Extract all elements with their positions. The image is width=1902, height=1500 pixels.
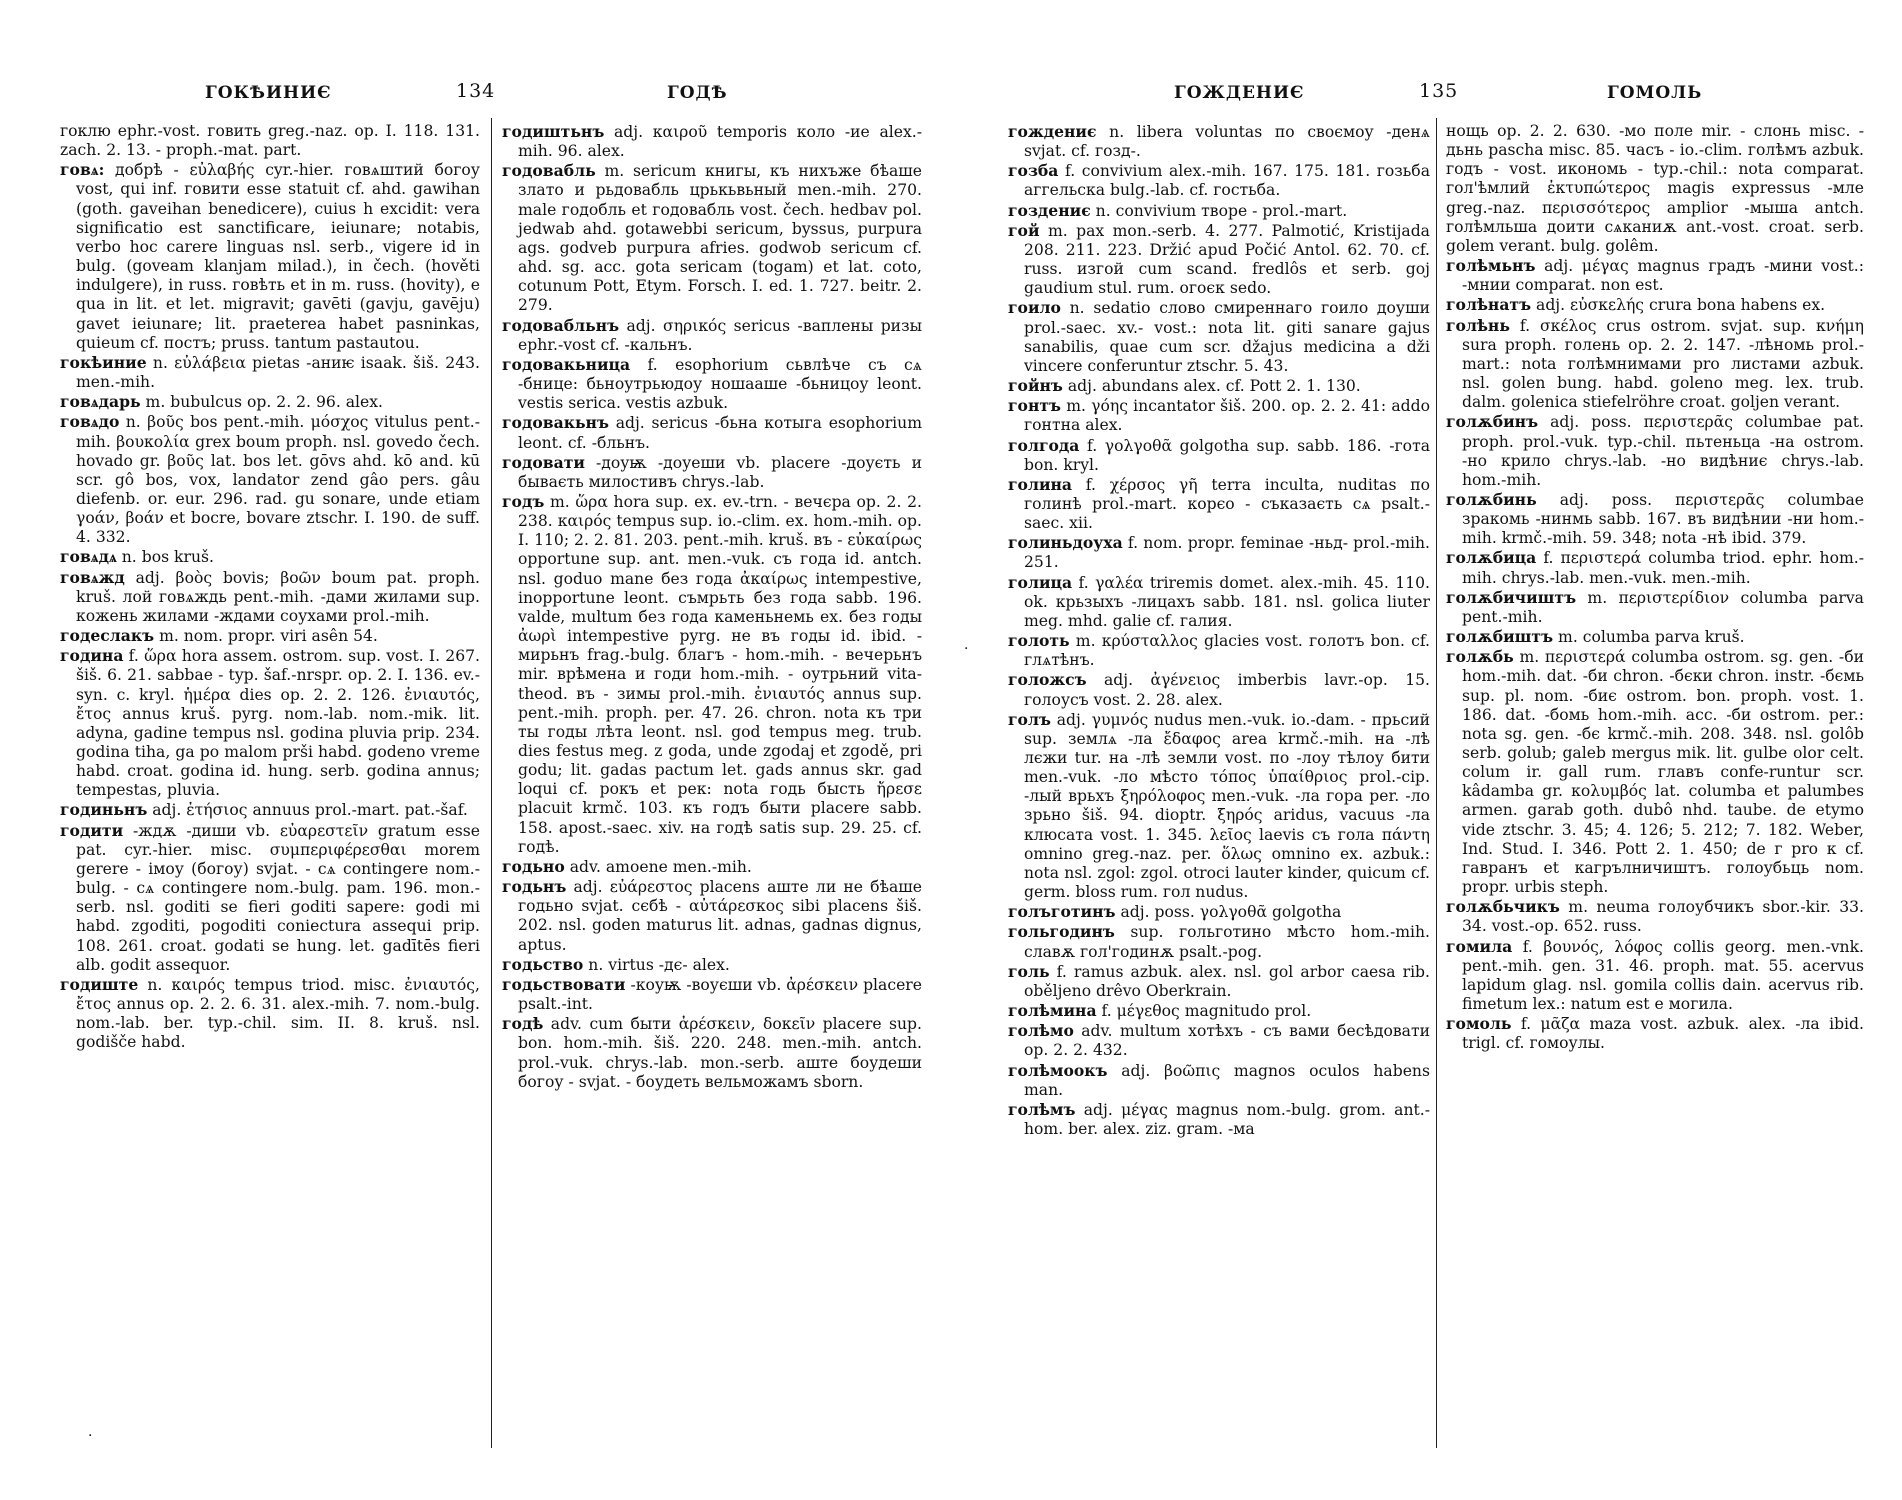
entry-lemma: говѧжд xyxy=(60,567,125,587)
entry-text: m. neuma голоубчикъ sbor.-kir. 33. 34. vost.-op. 652. russ. xyxy=(1462,898,1864,936)
entry-lemma: голѣнь xyxy=(1446,315,1510,335)
entry-lemma: годовати xyxy=(502,452,585,472)
dictionary-entry xyxy=(1008,1001,1430,1021)
dictionary-entry xyxy=(1008,376,1430,396)
entry-lemma: голѣнатъ xyxy=(1446,295,1532,315)
dictionary-entry xyxy=(502,492,922,857)
dictionary-entry xyxy=(60,412,480,547)
running-head-right: ГОМОЛЬ xyxy=(1607,83,1703,103)
entry-text: adj. μέγας magnus градъ -мини vost.: -мнии comparat. non est. xyxy=(1462,257,1864,295)
entry-lemma: голѣмъ xyxy=(1008,1099,1076,1119)
entry-text: f. ramus azbuk. alex. nsl. gol arbor caesa rib. oběljeno drêvo Oberkrain. xyxy=(1024,962,1430,1000)
dictionary-entry xyxy=(502,453,922,492)
dictionary-entry xyxy=(1008,533,1430,572)
entry-text: m. ὥρα hora sup. ex. ev.-trn. - вечєра op. 2. 2. 238. καιρός tempus sup. io.-clim. ex. hom.-mih. op. I. 110; 2. 2. 81. 203. pent.-mih. kruš. въ - εὐκαίρως opportune sup. ant. men.-vuk. съ года id. antch. nsl. goduo mane без года ἀκαίρως intempestive, inopportune leont. съмрьть без года sabb. 196. valde, multum без года каменьнемь ex. без годы ἀωρὶ intempestive pyrg. не въ годы id. ibid. - мирьнъ frag.-bulg. благъ - hom.-mih. - вечерьнъ mir. врѣмена и годи hom.-mih. - оутрьний vita-theod. въ - зимы prol.-mih. ἐνιαυτός annus sup. pent.-mih. proph. per. 47. 26. chron. nota къ три ты годы лѣта leont. nsl. god tempus meg. trub. dies festus meg. z goda, unde zgodaj et zgodě, pri godu; lit. gadas pactum let. gads annus skr. gad loqui cf. рокъ et рек: nota годь бысть ἤρεσε placuit krmč. 103. къ годъ быти placere sabb. 158. apost.-saec. xiv. на годѣ satis sup. 29. 25. cf. годѣ. xyxy=(518,492,922,856)
entry-lemma: годовакьнъ xyxy=(502,413,609,433)
entry-lemma: гоило xyxy=(1008,298,1061,318)
entry-text: adj. βοῶπις magnos oculos habens man. xyxy=(1024,1061,1430,1099)
entry-lemma: голѫбичиштъ xyxy=(1446,587,1577,607)
entry-lemma: годовакьница xyxy=(502,354,631,374)
entry-lemma: голѣмьнъ xyxy=(1446,256,1536,276)
dictionary-entry xyxy=(1446,295,1864,315)
entry-text: f. γολγοθᾶ golgotha sup. sabb. 186. -гота bon. kryl. xyxy=(1024,436,1430,474)
entry-lemma: голѫбиштъ xyxy=(1446,627,1554,647)
entry-lemma: гойнъ xyxy=(1008,376,1063,396)
bottom-dot: · xyxy=(88,1428,93,1444)
entry-text: adj. σηρικός sericus -ваплены ризы ephr.-vost cf. -кальнъ. xyxy=(518,316,922,354)
entry-text: f. βουνός, λόφος collis georg. men.-vnk. pent.-mih. gen. 31. 46. proph. mat. 55. acervus lapidum glag. nsl. gomila collis dain. acervus rib. fimetum lex.: natum est e могила. xyxy=(1462,937,1864,1014)
dictionary-entry xyxy=(1008,1100,1430,1139)
entry-text: n. virtus -дє- alex. xyxy=(588,955,730,974)
entry-lemma: голица xyxy=(1008,572,1073,592)
dictionary-entry xyxy=(1008,710,1430,903)
entry-lemma: гомоль xyxy=(1446,1014,1512,1034)
entry-lemma: голиньдоуха xyxy=(1008,533,1123,553)
entry-lemma: гомила xyxy=(1446,936,1513,956)
dictionary-entry xyxy=(502,955,922,975)
dictionary-entry xyxy=(1008,670,1430,709)
entry-text: нощь op. 2. 2. 630. -мо поле mir. - слонь misc. - дьнь pascha misc. 85. часъ - io.-clim. голѣмъ azbuk. годъ - vost. икономь - typ.-chil.: nota comparat. гол'ѣмлий ἐκτυπώτερος magis expressus -мле greg.-naz. περισσότερος amplior -мыша antch. голѣмльша доити сѧканиѫ ant.-vost. croat. serb. golem verant. bulg. golêm. xyxy=(1446,122,1864,255)
dictionary-entry xyxy=(1008,922,1430,961)
entry-lemma: годьнъ xyxy=(502,877,567,897)
column-rule xyxy=(1436,118,1437,1448)
entry-lemma: годѣ xyxy=(502,1014,544,1034)
entry-lemma: голоть xyxy=(1008,631,1070,651)
entry-lemma: говѧдо xyxy=(60,412,120,432)
entry-text: m. κρύσταλλος glacies vost. голотъ bon. cf. глѧтѣнъ. xyxy=(1024,632,1430,670)
entry-lemma: голъготинъ xyxy=(1008,902,1116,922)
entry-text: adj. καιροῦ temporis коло -ие alex.-mih. 96. alex. xyxy=(518,123,922,161)
entry-text: adj. abundans alex. cf. Pott 2. 1. 130. xyxy=(1067,377,1361,396)
entry-lemma: гой xyxy=(1008,220,1040,240)
entry-text: adv. cum быти ἀρέσκειν, δοκεῖν placere sup. bon. hom.-mih. šiš. 220. 248. men.-mih. antch. prol.-vuk. chrys.-lab. mon.-serb. аште боудеши богоу - svjat. - боудеть вельможамъ sborn. xyxy=(518,1015,922,1091)
dictionary-entry xyxy=(1008,1061,1430,1100)
entry-text: n. καιρός tempus triod. misc. ἐνιαυτός, ἔτος annus op. 2. 2. 6. 31. alex.-mih. 7. nom.-bulg. nom.-lab. ber. typ.-chil. sim. II. 8. kruš. nsl. godišče habd. xyxy=(76,975,480,1052)
entry-text: f. χέρσος γῆ terra inculta, nuditas по голинѣ prol.-mart. корєо - съказаєть сѧ psalt.-saec. xii. xyxy=(1024,475,1430,533)
entry-lemma: годиште xyxy=(60,974,139,994)
entry-text: n. εὐλάβεια pietas -аниѥ isaak. šiš. 243. men.-mih. xyxy=(76,353,480,392)
dictionary-entry xyxy=(502,1014,922,1092)
dictionary-entry xyxy=(1446,897,1864,936)
right-page-column-1 xyxy=(1008,122,1430,1139)
entry-lemma: година xyxy=(60,646,124,666)
entry-text: -ждѫ -диши vb. εὐαρεστεῖν gratum esse pat. cyr.-hier. misc. συμπεριφέρεσθαι morem gerere - імоу (богоу) svjat. - сѧ contingere nom.-bulg. - сѧ contingere nom.-bulg. pam. 196. mon.-serb. nsl. goditi se fieri goditi sapere: godi mi habd. zgoditi, pogoditi coniectura assequi prip. 108. 261. croat. godati se hung. let. gadītēs fieri alb. godit assequor. xyxy=(76,821,480,974)
column-rule xyxy=(491,118,492,1448)
entry-text: n. convivium творе - prol.-mart. xyxy=(1095,201,1348,220)
entry-lemma: годьно xyxy=(502,856,565,876)
entry-text: m. columba parva kruš. xyxy=(1558,628,1745,647)
dictionary-entry xyxy=(1008,161,1430,200)
entry-lemma: годьство xyxy=(502,954,584,974)
dictionary-entry xyxy=(1008,902,1430,922)
entry-lemma: голѫбинъ xyxy=(1446,412,1539,432)
entry-text: m. περιστερίδιον columba parva pent.-mih. xyxy=(1462,588,1864,626)
entry-text: добрѣ - εὐλαβής cyr.-hier. говѧштий богоу vost, qui inf. говити esse statuit cf. ahd. gawihan (goth. gaveihan benedicere), cuius h excidit: vera significatio est sanctificare, ieiunare; notabis, verbo hoc carere linguas nsl. serb., vigere id in bulg. (goveam klanjam milad.), in čech. (hověti indulgere), in russ. говѣть et in m. russ. (hovity), e qua in lit. et let. migravit; gavēti (gavju, gavēju) gavet ieiunare; lit. praeterea habet pasninkas, quieum cf. постъ; pruss. tantum pastautou. xyxy=(76,161,480,352)
margin-dot: · xyxy=(964,641,969,657)
entry-lemma: голь xyxy=(1008,961,1050,981)
dictionary-entry xyxy=(1008,475,1430,533)
entry-text: adv. amoene men.-mih. xyxy=(569,857,752,876)
dictionary-entry xyxy=(1008,573,1430,631)
entry-lemma: голѫбица xyxy=(1446,548,1537,568)
entry-text: -доуѭ -доуеши vb. placere -доуєть и бываєть милостивъ chrys.-lab. xyxy=(518,453,922,491)
entry-lemma: гоздениє xyxy=(1008,200,1091,220)
entry-lemma: голожсъ xyxy=(1008,670,1087,690)
entry-text: m. γόης incantator šiš. 200. op. 2. 2. 41: addo гонтна alex. xyxy=(1024,397,1430,435)
entry-lemma: годиньнъ xyxy=(60,800,148,820)
entry-text: f. γαλέα triremis domet. alex.-mih. 45. 110. ok. крьзыхъ -лицахъ sabb. 181. nsl. golica liuter meg. mhd. galie cf. галия. xyxy=(1024,573,1430,630)
dictionary-entry xyxy=(1446,627,1864,647)
dictionary-entry xyxy=(502,355,922,413)
dictionary-entry xyxy=(1008,298,1430,376)
dictionary-entry xyxy=(1008,1021,1430,1060)
entry-lemma: гольгодинъ xyxy=(1008,922,1115,942)
entry-lemma: голѫбинь xyxy=(1446,489,1537,509)
running-head-left: ГОЖДЕНИЄ xyxy=(1174,83,1305,103)
entry-text: f. σκέλος crus ostrom. svjat. sup. κνήμη sura proph. голень op. 2. 2. 147. -лѣномь prol.-mart.: nota голѣмнимами pro листами azbuk. nsl. golen bung. habd. goleno meg. lex. trub. dalm. golenica stiefelröhre croat. goljen verant. xyxy=(1462,316,1864,412)
entry-lemma: гонтъ xyxy=(1008,396,1061,416)
dictionary-entry xyxy=(60,626,480,646)
dictionary-entry xyxy=(502,122,922,161)
entry-lemma: годеслакъ xyxy=(60,626,155,646)
entry-text: f. ὥρα hora assem. ostrom. sup. vost. I. 267. šiš. 6. 21. sabbae - typ. šaf.-nrspr. op. 2. I. 136. ev.-syn. c. kryl. ἡμέρα dies op. 2. 2. 126. ἐνιαυτός, ἔτος annus kruš. pyrg. nom.-lab. nom.-mik. lit. adyna, gadine tempus nsl. godina pluvia prip. 234. godina tiha, ga po malom prši habd. godeno vreme habd. croat. godina id. hung. serb. godina annus; tempestas, pluvia. xyxy=(76,647,480,800)
dictionary-entry xyxy=(1446,412,1864,490)
running-head-left: ГОКѢИНИЄ xyxy=(205,83,332,103)
entry-lemma: говѧдѧ xyxy=(60,547,117,567)
left-page-column-1 xyxy=(60,122,480,1053)
entry-lemma: голъ xyxy=(1008,709,1051,729)
entry-lemma: голѣмоокъ xyxy=(1008,1060,1108,1080)
entry-text: adj. εὐάρεστος placens аште ли не бѣаше годьно svjat. сєбѣ - αὐτάρεσκος sibi placens šiš. 202. nsl. goden maturus lit. adnas, gadnas dignus, aptus. xyxy=(518,878,922,954)
entry-lemma: гождениє xyxy=(1008,122,1097,141)
entry-text: гоклю ephr.-vost. говить greg.-naz. op. I. 118. 131. zach. 2. 13. - proph.-mat. part. xyxy=(60,122,480,160)
dictionary-entry xyxy=(1008,962,1430,1001)
dictionary-entry xyxy=(60,975,480,1053)
entry-lemma: голгода xyxy=(1008,435,1080,455)
dictionary-entry xyxy=(1446,256,1864,295)
left-page-column-2 xyxy=(502,122,922,1092)
entry-lemma: голѣмина xyxy=(1008,1001,1097,1021)
entry-lemma: гокѣиние xyxy=(60,352,147,372)
entry-text: f. περιστερά columba triod. ephr. hom.-mih. chrys.-lab. men.-vuk. men.-mih. xyxy=(1462,549,1864,587)
entry-lemma: годовабль xyxy=(502,161,596,181)
page-number: 134 xyxy=(456,80,496,102)
page-number: 135 xyxy=(1419,80,1459,102)
dictionary-entry xyxy=(1008,201,1430,221)
entry-text: m. περιστερά columba ostrom. sg. gen. -би hom.-mih. dat. -би chron. -бєки chron. instr. -бємь sup. pl. nom. -биє ostrom. bon. proph. vost. 1. 186. dat. -бомь hom.-mih. acc. -би ostrom. per.: nota sg. gen. -бє krmč.-mih. 208. 348. nsl. golôb serb. golub; galeb mergus mik. lit. gulbe olor celt. colum ir. gall rum. главъ confe-runtur scr. kâdamba gr. κολυμβός lat. columba et palumbes armen. garab goth. dubô nhd. taube. de etymo vide ztschr. 3. 45; 4. 126; 5. 212; 7. 182. Weber, Ind. Stud. I. 346. Pott 2. 1. 450; de г pro к cf. гавранъ et кагрълничиштъ. голоубьць nom. propr. urbis steph. xyxy=(1462,648,1864,897)
dictionary-entry xyxy=(60,353,480,392)
dictionary-entry xyxy=(502,161,922,315)
dictionary-entry xyxy=(1446,490,1864,548)
entry-text: adj. ἐτήσιος annuus prol.-mart. pat.-šaf. xyxy=(152,801,468,820)
dictionary-entry xyxy=(60,547,480,567)
dictionary-entry xyxy=(502,857,922,877)
dictionary-entry xyxy=(1446,937,1864,1015)
entry-text: adj. poss. περιστερᾶς columbae pat. proph. prol.-vuk. typ.-chil. пьтеньца -на ostrom. -но крило chrys.-lab. -но видѣниє chrys.-lab. hom.-mih. xyxy=(1462,413,1864,489)
dictionary-entry xyxy=(1446,316,1864,413)
entry-lemma: годовабльнъ xyxy=(502,315,620,335)
running-head-right: ГОДѢ xyxy=(667,83,728,103)
entry-text: adj. βοὸς bovis; βοῶν boum pat. proph. kruš. лой говѧждь pent.-mih. -дами жилами sup. кожень жилами -ждами соухами prol.-mih. xyxy=(76,568,480,625)
dictionary-entry xyxy=(502,975,922,1014)
entry-text: adj. μέγας magnus nom.-bulg. grom. ant.-hom. ber. alex. ziz. gram. -ма xyxy=(1024,1100,1430,1138)
entry-text: f. convivium alex.-mih. 167. 175. 181. гозьба аггельска bulg.-lab. cf. гостьба. xyxy=(1024,162,1430,200)
dictionary-entry xyxy=(60,392,480,412)
entry-text: adj. poss. περιστερᾶς columbae зракомь -нинмь sabb. 167. въ видѣнии -ни hom.-mih. krmč.-mih. 59. 348; nota -нѣ ibid. 379. xyxy=(1462,490,1864,548)
entry-text: m. pax mon.-serb. 4. 277. Palmotić, Kristijada 208. 211. 223. Držić apud Počić Antol. 62. 70. cf. russ. изгой cum scand. fredlôs et serb. goj gaudium stul. rum. огоєк sedo. xyxy=(1024,221,1430,298)
entry-text: sup. гольготино мѣсто hom.-mih. славѫ гол'годинѫ psalt.-pog. xyxy=(1024,923,1430,961)
entry-text: adv. multum хотѣхъ - съ вами бесѣдовати op. 2. 2. 432. xyxy=(1024,1022,1430,1060)
dictionary-entry xyxy=(60,160,480,353)
entry-lemma: голина xyxy=(1008,474,1073,494)
entry-text: adj. γυμνός nudus men.-vuk. io.-dam. - прьсий sup. землѧ -ла ἔδαφος area krmč.-mih. на -лѣ лєжи tur. на -лѣ земли vost. по -лоу тѣлоу бити men.-vuk. -ло мѣсто τόπος ὑπαίθριος prol.-cip. -лый врьхъ ξηρόλοφος men.-vuk. -ла гора per. -ло зрьно šiš. 94. dioptr. ξηρός aridus, vacuus -ла клюсата vost. 1. 345. λεῖος laevis съ гола πάντη omnino greg.-naz. per. ὅλως omnino ex. azbuk.: nota nsl. zgol: zgol. otroci lauter kinder, quicum cf. germ. bloss rum. гол nudus. xyxy=(1024,710,1430,902)
entry-text: f. nom. propr. feminae -ньд- prol.-mih. 251. xyxy=(1024,534,1430,572)
entry-lemma: говѧдарь xyxy=(60,392,141,412)
entry-text: f. esophorium сьвлѣче съ сѧ -бнице: бьноутрьюдоу ношааше -бьницоу leont. vestis serica. vestis azbuk. xyxy=(518,355,922,413)
entry-text: adj. sericus -бьна котыга esophorium leont. cf. -бльнъ. xyxy=(518,414,922,452)
entry-text: adj. poss. γολγοθᾶ golgotha xyxy=(1120,903,1342,922)
dictionary-entry xyxy=(60,800,480,820)
entry-text: n. sedatio слово смиреннаго гоило доуши prol.-saec. xv.- vost.: nota lit. giti sanare gajus sanabilis, quae cum scr. džajus medicina a dži vincere conferuntur ztschr. 5. 43. xyxy=(1024,299,1430,375)
entry-text: f. μᾶζα maza vost. azbuk. alex. -ла ibid. trigl. cf. гомоулы. xyxy=(1462,1015,1864,1053)
entry-lemma: голѫбь xyxy=(1446,647,1514,667)
dictionary-entry xyxy=(1446,548,1864,587)
entry-text: -коуѭ -воуєши vb. ἀρέσκειν placere psalt.-int. xyxy=(518,975,922,1014)
right-page-column-2 xyxy=(1446,122,1864,1054)
entry-text: n. bos kruš. xyxy=(121,548,214,567)
entry-lemma: голѣмо xyxy=(1008,1021,1074,1041)
dictionary-entry xyxy=(502,413,922,452)
dictionary-entry xyxy=(1446,588,1864,627)
entry-lemma: годити xyxy=(60,820,124,840)
entry-lemma: гозба xyxy=(1008,161,1059,181)
entry-text: m. sericum книгы, къ нихъже бѣаше злато и рьдовабль црькьвьный men.-mih. 270. male годобль et годовабль vost. čech. hedbav pol. jedwab ahd. gotawebbi sericum, byssus, purpura ags. godveb purpura afries. godwob sericum cf. ahd. sg. acc. gota sericam (togam) et lat. coto, cotunum Pott, Etym. Forsch. I. ed. 1. 727. beitr. 2. 279. xyxy=(518,162,922,315)
entry-lemma: голѫбьчикъ xyxy=(1446,897,1560,917)
dictionary-entry xyxy=(1446,647,1864,897)
entry-text: m. bubulcus op. 2. 2. 96. alex. xyxy=(145,393,383,412)
dictionary-entry xyxy=(502,877,922,955)
dictionary-entry xyxy=(502,316,922,355)
dictionary-entry xyxy=(1008,221,1430,299)
entry-lemma: годъ xyxy=(502,491,545,511)
entry-text: n. libera voluntas по своємоу -денѧ svjat. cf. гозд-. xyxy=(1024,123,1430,161)
entry-text: n. βοῦς bos pent.-mih. μόσχος vitulus pent.-mih. βουκολία grex boum proph. nsl. govedo čech. hovado gr. βοῦς lat. bos let. gōvs ahd. kō and. kū scr. gô bos, vox, landator zend gâo pers. gâu diefenb. or. eur. 296. rad. gu sonare, unde etiam γοάν, βοάν et bocre, bovare ztschr. I. 190. de suff. 4. 332. xyxy=(76,413,480,547)
entry-lemma: годиштьнъ xyxy=(502,122,605,141)
dictionary-entry xyxy=(60,122,480,160)
entry-lemma: говѧ: xyxy=(60,160,105,180)
right-page xyxy=(951,0,1902,1500)
dictionary-entry xyxy=(1008,122,1430,161)
dictionary-entry xyxy=(1008,436,1430,475)
dictionary-entry xyxy=(1008,631,1430,670)
dictionary-entry xyxy=(60,568,480,626)
entry-text: adj. ἀγένειος imberbis lavr.-op. 15. голоусъ vost. 2. 28. alex. xyxy=(1024,671,1431,709)
entry-text: m. nom. propr. viri asên 54. xyxy=(159,627,378,646)
dictionary-entry xyxy=(1446,122,1864,256)
entry-lemma: годьствовати xyxy=(502,974,626,994)
entry-text: adj. εὐσκελής crura bona habens ex. xyxy=(1536,296,1826,315)
dictionary-entry xyxy=(1008,396,1430,435)
entry-text: f. μέγεθος magnitudo prol. xyxy=(1101,1002,1312,1021)
dictionary-entry xyxy=(60,821,480,975)
dictionary-entry xyxy=(60,646,480,800)
dictionary-entry xyxy=(1446,1014,1864,1053)
